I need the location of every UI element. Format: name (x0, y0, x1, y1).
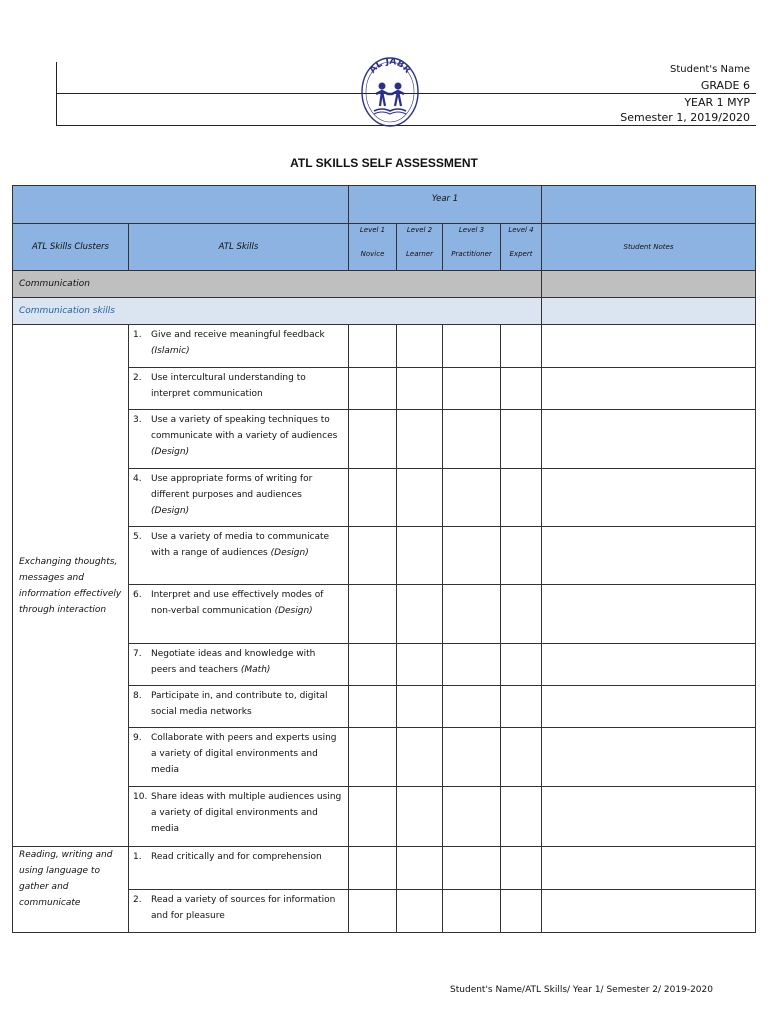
level-checkbox-cell[interactable] (349, 527, 397, 585)
level-checkbox-cell[interactable] (443, 469, 501, 527)
skill-number: 2. (133, 373, 142, 383)
skill-text: Use a variety of media to communicate with a range of audiences (151, 532, 330, 558)
skill-number: 1. (133, 852, 142, 862)
level-checkbox-cell[interactable] (397, 325, 443, 368)
clusters-header: ATL Skills Clusters (13, 224, 129, 271)
level-checkbox-cell[interactable] (349, 728, 397, 787)
skill-subject: (Design) (270, 548, 309, 558)
skill-number: 9. (133, 733, 142, 743)
level-checkbox-cell[interactable] (349, 368, 397, 410)
year-label: YEAR 1 MYP (684, 96, 750, 109)
level-checkbox-cell[interactable] (501, 527, 542, 585)
skill-number: 3. (133, 415, 142, 425)
student-notes-cell[interactable] (542, 469, 756, 527)
skill-number: 8. (133, 691, 142, 701)
level-checkbox-cell[interactable] (501, 847, 542, 890)
skill-number: 6. (133, 590, 142, 600)
student-notes-cell[interactable] (542, 325, 756, 368)
level-1-header: Level 1 Novice (349, 224, 397, 271)
cluster-cell: Reading, writing and using language to gather and communicate (13, 847, 129, 933)
logo-text: AL JABR (367, 56, 413, 76)
skill-subject: (Design) (274, 606, 313, 616)
skill-text: Share ideas with multiple audiences using a variety of digital environments and media (151, 792, 342, 834)
level-checkbox-cell[interactable] (349, 325, 397, 368)
school-logo (360, 56, 420, 128)
level-checkbox-cell[interactable] (501, 325, 542, 368)
level-checkbox-cell[interactable] (397, 368, 443, 410)
level-checkbox-cell[interactable] (349, 585, 397, 644)
skill-text: Collaborate with peers and experts using a variety of digital environments and media (151, 733, 337, 775)
skill-text: Read a variety of sources for information and for pleasure (151, 895, 336, 921)
year-header: Year 1 (349, 186, 542, 224)
skill-subject: (Islamic) (151, 346, 190, 356)
category-row: Communication (13, 271, 542, 298)
student-notes-cell[interactable] (542, 728, 756, 787)
skill-cell (129, 325, 349, 368)
level-checkbox-cell[interactable] (443, 368, 501, 410)
skill-row (13, 325, 756, 368)
skill-cell (129, 527, 349, 585)
skill-cell (129, 469, 349, 527)
skill-text: Interpret and use effectively modes of non-verbal communication (151, 590, 324, 616)
level-checkbox-cell[interactable] (443, 787, 501, 847)
skill-text: Use a variety of speaking techniques to communicate with a variety of audiences (151, 415, 338, 441)
student-name-label: Student's Name (669, 64, 750, 75)
level-checkbox-cell[interactable] (501, 585, 542, 644)
student-notes-cell[interactable] (542, 890, 756, 933)
level-checkbox-cell[interactable] (501, 787, 542, 847)
skill-cell (129, 644, 349, 686)
skill-text: Give and receive meaningful feedback (151, 330, 325, 340)
level-checkbox-cell[interactable] (443, 847, 501, 890)
skill-cell (129, 368, 349, 410)
level-checkbox-cell[interactable] (349, 469, 397, 527)
footer-text: Student's Name/ATL Skills/ Year 1/ Semester 2/ 2019-2020 (450, 985, 713, 995)
student-notes-cell[interactable] (542, 368, 756, 410)
skill-cell (129, 890, 349, 933)
skill-number: 7. (133, 649, 142, 659)
level-checkbox-cell[interactable] (443, 644, 501, 686)
level-checkbox-cell[interactable] (443, 728, 501, 787)
level-checkbox-cell[interactable] (443, 410, 501, 469)
subcategory-row: Communication skills (13, 298, 542, 325)
student-notes-cell[interactable] (542, 787, 756, 847)
skills-header: ATL Skills (129, 224, 349, 271)
skill-number: 4. (133, 474, 142, 484)
skill-number: 2. (133, 895, 142, 905)
skill-subject: (Design) (151, 447, 190, 457)
student-notes-cell[interactable] (542, 410, 756, 469)
atl-skills-table (12, 185, 756, 933)
svg-text:AL JABR (368, 57, 412, 76)
level-checkbox-cell[interactable] (349, 847, 397, 890)
level-3-header: Level 3 Practitioner (443, 224, 501, 271)
skill-number: 5. (133, 532, 142, 542)
skill-cell (129, 585, 349, 644)
student-notes-header: Student Notes (542, 224, 756, 271)
skill-cell (129, 847, 349, 890)
student-notes-cell[interactable] (542, 585, 756, 644)
level-checkbox-cell[interactable] (443, 585, 501, 644)
level-checkbox-cell[interactable] (397, 728, 443, 787)
level-checkbox-cell[interactable] (501, 728, 542, 787)
level-checkbox-cell[interactable] (349, 787, 397, 847)
level-checkbox-cell[interactable] (349, 644, 397, 686)
level-checkbox-cell[interactable] (397, 410, 443, 469)
student-notes-cell[interactable] (542, 527, 756, 585)
level-checkbox-cell[interactable] (349, 410, 397, 469)
level-2-header: Level 2 Learner (397, 224, 443, 271)
skill-cell (129, 686, 349, 728)
semester-label: Semester 1, 2019/2020 (620, 111, 750, 124)
skill-subject: (Math) (240, 665, 271, 675)
level-checkbox-cell[interactable] (501, 686, 542, 728)
skill-cell (129, 787, 349, 847)
level-checkbox-cell[interactable] (501, 890, 542, 933)
level-checkbox-cell[interactable] (397, 686, 443, 728)
skill-text: Participate in, and contribute to, digital social media networks (151, 691, 328, 717)
skill-text: Use intercultural understanding to interpret communication (151, 373, 306, 399)
level-checkbox-cell[interactable] (397, 847, 443, 890)
skill-number: 1. (133, 330, 142, 340)
level-checkbox-cell[interactable] (443, 686, 501, 728)
level-checkbox-cell[interactable] (501, 368, 542, 410)
level-checkbox-cell[interactable] (501, 644, 542, 686)
level-checkbox-cell[interactable] (397, 787, 443, 847)
skill-text: Read critically and for comprehension (151, 852, 322, 862)
level-checkbox-cell[interactable] (397, 585, 443, 644)
cluster-cell: Exchanging thoughts, messages and information effectively through interaction (13, 325, 129, 847)
level-checkbox-cell[interactable] (443, 325, 501, 368)
student-notes-cell[interactable] (542, 686, 756, 728)
skill-subject: (Design) (151, 506, 190, 516)
skill-cell (129, 410, 349, 469)
level-checkbox-cell[interactable] (443, 890, 501, 933)
level-checkbox-cell[interactable] (397, 644, 443, 686)
grade-label: GRADE 6 (700, 79, 750, 92)
skill-number: 10. (133, 792, 148, 802)
level-checkbox-cell[interactable] (349, 686, 397, 728)
skill-row (13, 847, 756, 890)
level-checkbox-cell[interactable] (443, 527, 501, 585)
student-notes-cell[interactable] (542, 644, 756, 686)
student-notes-cell[interactable] (542, 847, 756, 890)
level-checkbox-cell[interactable] (501, 410, 542, 469)
level-checkbox-cell[interactable] (397, 527, 443, 585)
level-checkbox-cell[interactable] (397, 890, 443, 933)
level-checkbox-cell[interactable] (501, 469, 542, 527)
level-checkbox-cell[interactable] (349, 890, 397, 933)
skill-cell (129, 728, 349, 787)
skill-text: Negotiate ideas and knowledge with peers and teachers (151, 649, 316, 675)
level-checkbox-cell[interactable] (397, 469, 443, 527)
level-4-header: Level 4 Expert (501, 224, 542, 271)
page-title: ATL SKILLS SELF ASSESSMENT (290, 156, 478, 170)
skill-text: Use appropriate forms of writing for different purposes and audiences (151, 474, 313, 500)
